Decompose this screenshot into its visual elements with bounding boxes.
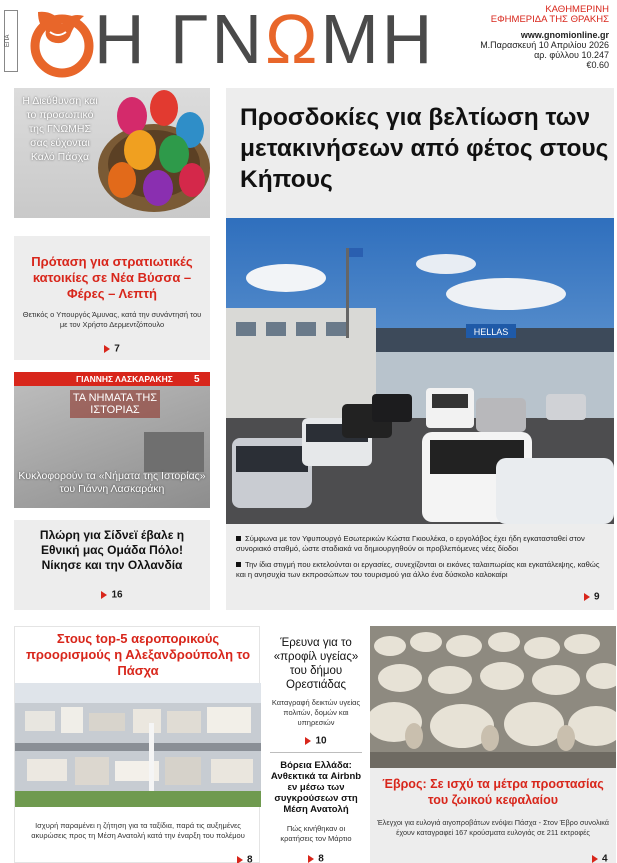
sheep-flock-photo [370, 626, 616, 768]
page-ref[interactable]: 8 [268, 850, 364, 863]
arrow-icon [237, 856, 243, 863]
main-headline: Προσδοκίες για βελτίωση των μετακινήσεων από φέτος στους Κήπους [240, 104, 609, 193]
arrow-icon [584, 593, 590, 601]
issue-date: Μ.Παρασκευή 10 Απριλίου 2026 [480, 40, 609, 50]
story-orestiada-health[interactable] [268, 626, 364, 750]
issue-number: αρ. φύλλου 10.247 [534, 50, 609, 60]
story-title: Πρόταση για στρατιωτικές κατοικίες σε Νέα Βύσσα – Φέρες – Λεπτή [31, 254, 193, 301]
story-military-housing[interactable] [14, 236, 210, 360]
arrow-icon [305, 737, 311, 745]
tagline-2: ΕΦΗΜΕΡΙΔΑ ΤΗΣ ΘΡΑΚΗΣ [490, 14, 609, 25]
column-page: 5 [194, 374, 200, 385]
divider [270, 752, 362, 753]
dove-logo-icon [24, 2, 96, 78]
arrow-icon [104, 345, 110, 353]
main-bullet-2: Την ίδια στιγμή που εκτελούνται οι εργασίες, συνεχίζονται οι εικόνες ταλαιπωρίας και εγκατάλειψης, καθώς και η ανησυχία των εκπροσώπων του τουρισμού για άλλο ένα δύσκολο καλοκαίρι [236, 560, 600, 579]
page-ref[interactable]: 4 [592, 850, 608, 863]
column-caption: Κυκλοφορούν τα «Νήματα της Ιστορίας» του Γιάννη Λασκαράκη [18, 470, 206, 495]
main-bullet-1: Σύμφωνα με τον Υφυπουργό Εσωτερικών Κώστα Γκιουλέκα, ο εργολάβος έχει ήδη εγκατασταθεί στον συνοριακό σταθμό, ώστε σταδιακά να δημιουργηθούν οι προβλεπόμενες νέες δίοδοι [236, 534, 585, 553]
page-ref[interactable]: 8 [237, 851, 253, 863]
hellas-sign: HELLAS [473, 327, 509, 337]
story-summary: Ισχυρή παραμένει η ζήτηση για τα ταξίδια, παρά τις αυξημένες ακυρώσεις προς τη Μέση Ανατολή κατά την έναρξη του πολέμου [31, 821, 245, 840]
column-author: ΓΙΑΝΝΗΣ ΛΑΣΚΑΡΑΚΗΣ [76, 374, 173, 384]
story-summary: Θετικός ο Υπουργός Άμυνας, κατά την συνάντησή του με τον Χρήστο Δερμεντζόπουλο [22, 310, 202, 329]
story-summary: Καταγραφή δεικτών υγείας πολιτών, δομών και υπηρεσιών [271, 698, 361, 727]
story-title: Βόρεια Ελλάδα: Ανθεκτικά τα Airbnb εν μέσω των συγκρούσεων στη Μέση Ανατολή [270, 760, 362, 815]
story-summary: Έλεγχοι για ευλογιά αιγοπροβάτων ενόψει Πάσχα - Στον Έβρο συνολικά έχουν καταγραφεί 167 κρούσματα ευλογιάς σε 211 εκτροφές [376, 818, 610, 837]
story-title: Έβρος: Σε ισχύ τα μέτρα προστασίας του ζωικού κεφαλαίου [382, 777, 604, 807]
main-story[interactable] [226, 88, 614, 610]
border-crossing-photo [226, 218, 614, 524]
easter-greeting-text: Η Διεύθυνση και το προσωπικό της ΓΝΩΜΗΣ σας εύχονται Καλό Πάσχα [22, 95, 98, 163]
easter-eggs-image [92, 88, 210, 218]
bullet-icon [236, 536, 241, 541]
column-name: ΤΑ ΝΗΜΑΤΑ ΤΗΣ ΙΣΤΟΡΙΑΣ [70, 390, 160, 418]
masthead-title[interactable]: Η ΓΝΩΜΗ [94, 0, 436, 78]
aerial-city-photo [15, 683, 261, 807]
story-alexandroupoli-flights[interactable] [14, 626, 260, 863]
column-card[interactable] [14, 372, 210, 508]
page-ref[interactable]: 7 [14, 340, 210, 358]
arrow-icon [592, 855, 598, 863]
story-title: Στους top-5 αεροπορικούς προορισμούς η Αλεξανδρούπολη το Πάσχα [25, 631, 251, 678]
masthead [0, 0, 617, 82]
website-link[interactable]: www.gnomionline.gr [520, 30, 609, 40]
side-badge: ΕΠΑ [4, 10, 18, 72]
page-ref[interactable]: 16 [14, 586, 210, 604]
tagline: ΚΑΘΗΜΕΡΙΝΗ [545, 4, 609, 15]
arrow-icon [101, 591, 107, 599]
easter-greeting-card[interactable] [14, 88, 210, 218]
price: €0.60 [586, 60, 609, 70]
story-evros-livestock[interactable] [370, 626, 616, 863]
story-airbnb-north[interactable] [268, 758, 364, 863]
bullet-icon [236, 562, 241, 567]
story-summary: Πώς κινήθηκαν οι κρατήσεις τον Μάρτιο [280, 824, 352, 843]
story-water-polo[interactable] [14, 520, 210, 610]
story-title: Πλώρη για Σίδνεϊ έβαλε η Εθνική μας Ομάδα Πόλο! Νίκησε και την Ολλανδία [39, 528, 185, 572]
arrow-icon [308, 855, 314, 863]
city-silhouette [144, 432, 204, 472]
page-ref[interactable]: 10 [268, 732, 364, 750]
story-title: Έρευνα για το «προφίλ υγείας» του δήμου Ορεστιάδας [273, 637, 359, 691]
page-ref[interactable]: 9 [584, 588, 600, 606]
